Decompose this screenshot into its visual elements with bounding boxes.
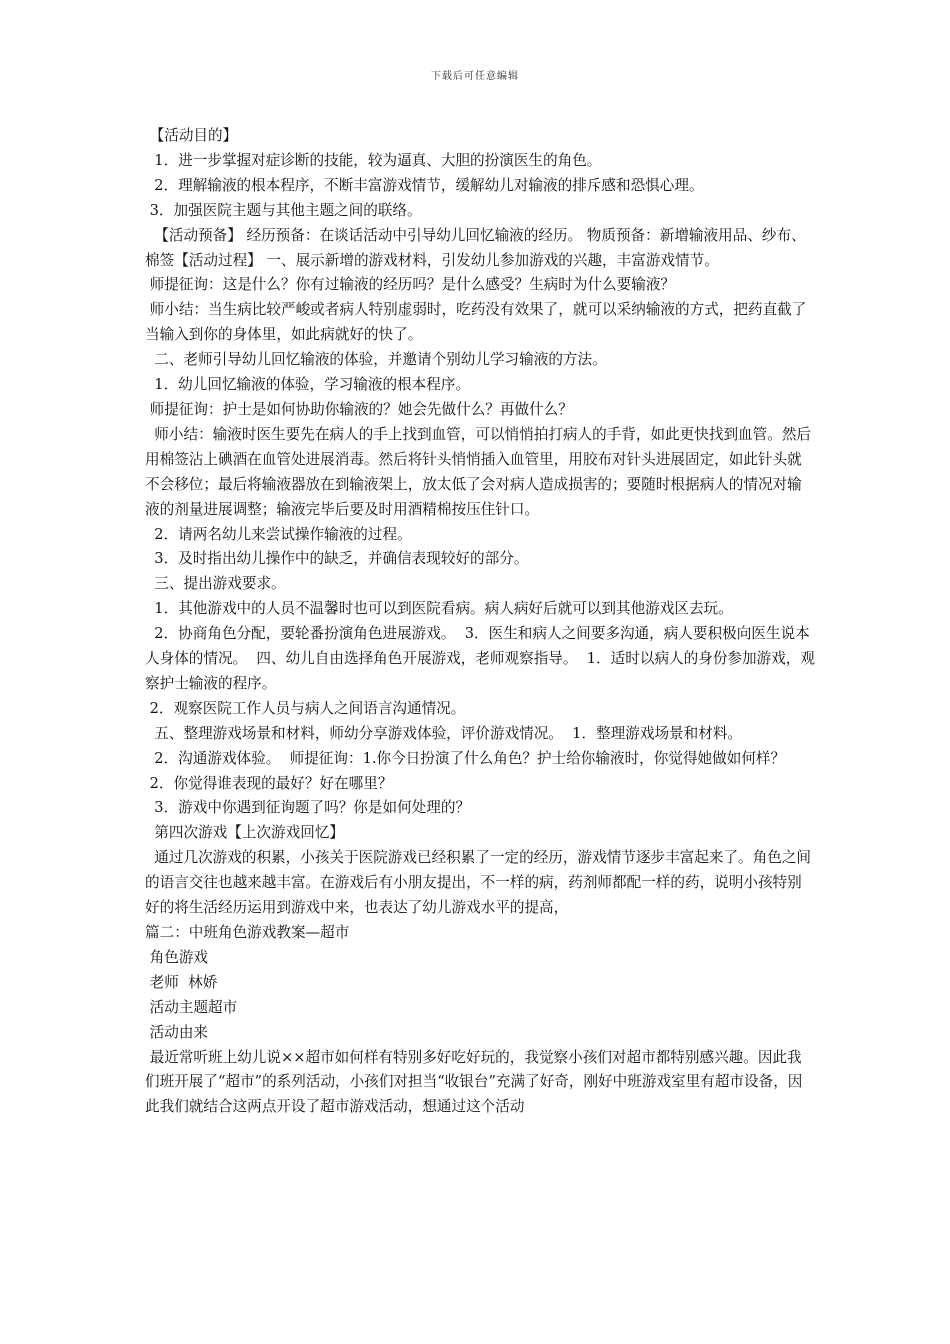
paragraph-teacher-summary-1: 师小结：当生病比较严峻或者病人特别虚弱时，吃药没有效果了，就可以采纳输液的方式，把药直截了当输入到你的身体里，如此病就好的快了。 [145,301,807,344]
paragraph-activity-origin: 最近常听班上幼儿说××超市如何样有特别多好吃好玩的，我觉察小孩们对超市都特别感兴趣。因此我们班开展了“超市”的系列活动，小孩们对担当“收银台”充满了好奇，刚好中班游戏室里有超市设备，因此我们就结合这两点开设了超市游戏活动，想通过这个活动 [145,1048,803,1116]
section-three-heading: 三、提出游戏要求。 [145,575,286,593]
section-five-question-3: 3．游戏中你遇到征询题了吗？你是如何处理的？ [145,799,471,817]
goal-item-1: 1．进一步掌握对症诊断的技能，较为逼真、大胆的扮演医生的角色。 [145,151,602,169]
document-body [145,124,815,1120]
label-activity-theme: 活动主题超市 [145,998,238,1016]
paragraph-teacher-question-1: 师提征询：这是什么？你有过输液的经历吗？是什么感受？生病时为什么要输液？ [145,276,676,294]
page-header: 下载后可任意编辑 [431,71,519,82]
section-five-item-2: 2．沟通游戏体验。 师提征询：1.你今日扮演了什么角色？护士给你输液时，你觉得她做如何样？ [145,749,786,767]
goal-item-3: 3．加强医院主题与其他主题之间的联络。 [145,201,422,219]
paragraph-game-review: 通过几次游戏的积累，小孩关于医院游戏已经积累了一定的经历，游戏情节逐步丰富起来了。角色之间的语言交往也越来越丰富。在游戏后有小朋友提出，不一样的病，药剂师都配一样的药，说明小孩特别好的将生活经历运用到游戏中来，也表达了幼儿游戏水平的提高， [145,849,812,917]
section-five-heading: 五、整理游戏场景和材料，师幼分享游戏体验，评价游戏情况。 1．整理游戏场景和材料。 [145,724,743,742]
section-two-heading: 二、老师引导幼儿回忆输液的体验，并邀请个别幼儿学习输液的方法。 [145,351,607,369]
paragraph-roles-and-section-four: 2．协商角色分配，要轮番扮演角色进展游戏。 3．医生和病人之间要多沟通，病人要积极向医生说本人身体的情况。 四、幼儿自由选择角色开展游戏，老师观察指导。 1．适时以病人的身份参加游戏，观察护士输液的程序。 [145,625,815,692]
label-activity-origin: 活动由来 [145,1023,209,1041]
paragraph-teacher-question-2: 师提征询：护士是如何协助你输液的？她会先做什么？再做什么？ [145,400,573,418]
fourth-game-heading: 第四次游戏【上次游戏回忆】 [145,824,345,842]
goal-item-2: 2．理解输液的根本程序，不断丰富游戏情节，缓解幼儿对输液的排斥感和恐惧心理。 [145,176,704,194]
heading-activity-goals: 【活动目的】 [145,127,238,144]
section-four-item-2: 2．观察医院工作人员与病人之间语言沟通情况。 [145,699,466,717]
section-three-item-1: 1．其他游戏中的人员不温馨时也可以到医院看病。病人病好后就可以到其他游戏区去玩。 [145,600,733,618]
section-five-question-2: 2．你觉得谁表现的最好？好在哪里？ [145,774,393,792]
paragraph-teacher-summary-2: 师小结：输液时医生要先在病人的手上找到血管，可以悄悄拍打病人的手背，如此更快找到血管。然后用棉签沾上碘酒在血管处进展消毒。然后将针头悄悄插入血管里，用胶布对针头进展固定，如此针头就不会移位；最后将输液器放在到输液架上，放太低了会对病人造成损害的；要随时根据病人的情况对输液的剂量进展调整；输液完毕后要及时用酒精棉按压住针口。 [145,425,812,518]
section-two-item-1: 1．幼儿回忆输液的体验，学习输液的根本程序。 [145,376,471,394]
label-teacher: 老师 林娇 [145,973,218,991]
section-two-item-2: 2．请两名幼儿来尝试操作输液的过程。 [145,525,412,543]
section-two-item-3: 3．及时指出幼儿操作中的缺乏，并确信表现较好的部分。 [145,550,529,568]
paragraph-preparation-process: 【活动预备】 经历预备：在谈话活动中引导幼儿回忆输液的经历。 物质预备：新增输液用品、纱布、棉签【活动过程】 一、展示新增的游戏材料，引发幼儿参加游戏的兴趣，丰富游戏情节。 [145,226,806,269]
chapter-two-title: 篇二：中班角色游戏教案—超市 [145,924,350,941]
label-role-game: 角色游戏 [145,948,209,966]
